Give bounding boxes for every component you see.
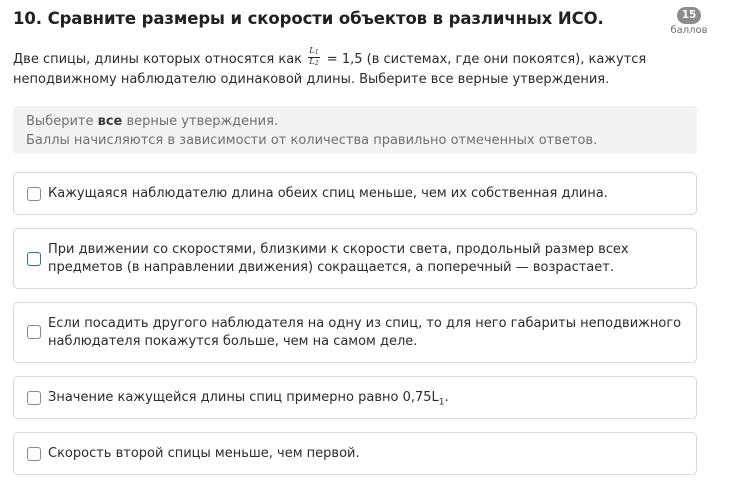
answer-option-5[interactable] xyxy=(13,432,697,475)
points-indicator xyxy=(669,3,709,36)
instruction-hint xyxy=(13,106,697,154)
checkbox-icon[interactable] xyxy=(27,391,41,405)
question-title: 10. Сравните размеры и скорости объектов в различных ИСО. xyxy=(13,9,604,28)
points-badge: 15 xyxy=(677,7,702,24)
question-text-start: Две спицы, длины которых относятся как xyxy=(13,52,307,67)
hint-emphasis: все xyxy=(97,114,123,129)
answer-option-label: При движении со скоростями, близкими к скорости света, продольный размер всех предметов (в направлении движения) сокращается, а поперечный — возрастает. xyxy=(48,242,629,275)
checkbox-icon[interactable] xyxy=(27,447,41,461)
answer-option-1[interactable] xyxy=(13,172,697,215)
answer-option-label: Значение кажущейся длины спиц примерно равно $0,75L_1$. xyxy=(48,390,449,408)
question-text xyxy=(13,46,713,89)
answer-option-3[interactable] xyxy=(13,302,697,363)
answer-option-label: Скорость второй спицы меньше, чем первой. xyxy=(48,446,360,461)
answer-option-4[interactable] xyxy=(13,376,697,419)
hint-line-1: Выберите все верные утверждения. xyxy=(26,114,279,129)
question-header xyxy=(13,9,733,36)
points-label: баллов xyxy=(670,25,708,36)
checkbox-icon[interactable] xyxy=(27,187,41,201)
fraction-denominator: $L_2$ xyxy=(309,57,319,67)
length-ratio-fraction xyxy=(308,47,319,68)
answer-option-label: Если посадить другого наблюдателя на одну из спиц, то для него габариты неподвижного наблюдателя покажутся больше, чем на самом деле. xyxy=(48,316,682,349)
hint-line-2: Баллы начисляются в зависимости от количества правильно отмеченных ответов. xyxy=(26,133,598,148)
fraction-numerator: $L_1$ xyxy=(309,46,319,56)
answer-option-2[interactable] xyxy=(13,228,697,289)
checkbox-icon[interactable] xyxy=(27,252,41,266)
answer-option-label: Кажущаяся наблюдателю длина обеих спиц меньше, чем их собственная длина. xyxy=(48,186,608,201)
checkbox-icon[interactable] xyxy=(27,325,41,339)
question-text-end: = 1,5 (в системах, где они покоятся), кажутся неподвижному наблюдателю одинаковой длины. Выберите все верные утверждения. xyxy=(13,52,647,87)
